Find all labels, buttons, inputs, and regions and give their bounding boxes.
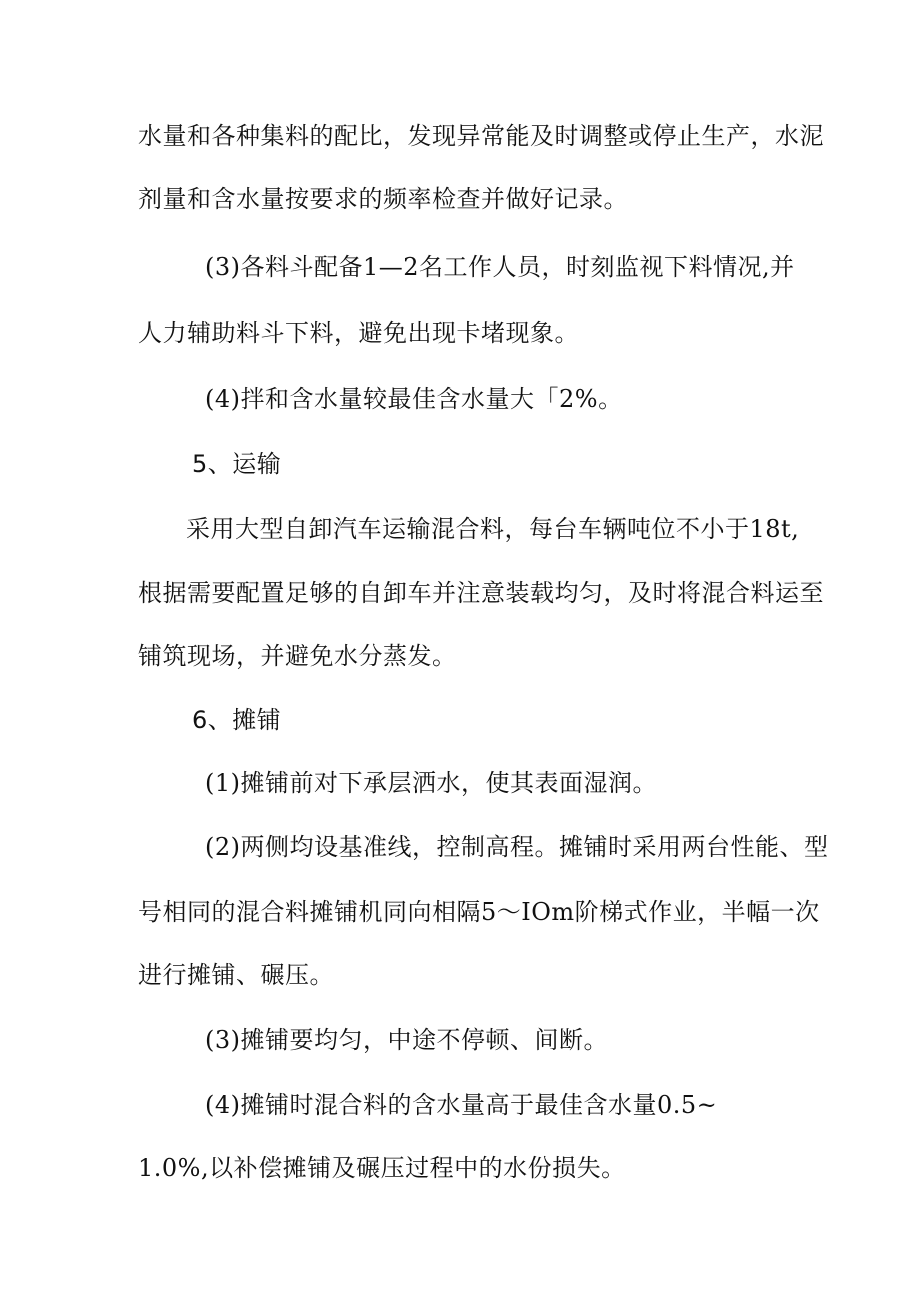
paragraph-line: (3)各料斗配备1—2名工作人员，时刻监视下料情况,并: [205, 253, 795, 281]
paragraph-line: 1.0%,以补偿摊铺及碾压过程中的水份损失。: [138, 1154, 626, 1182]
paragraph-line: (3)摊铺要均匀，中途不停顿、间断。: [205, 1026, 608, 1054]
paragraph-line: (1)摊铺前对下承层洒水，使其表面湿润。: [205, 769, 657, 797]
paragraph-line: 号相同的混合料摊铺机同向相隔5～IOm阶梯式作业，半幅一次: [138, 898, 820, 926]
paragraph-line: 铺筑现场，并避免水分蒸发。: [138, 642, 457, 670]
paragraph-line: 根据需要配置足够的自卸车并注意装载均匀，及时将混合料运至: [138, 579, 824, 607]
paragraph-line: 水量和各种集料的配比，发现异常能及时调整或停止生产，水泥: [138, 122, 824, 150]
paragraph-line: (4)拌和含水量较最佳含水量大「2%。: [205, 385, 623, 413]
paragraph-line: (2)两侧均设基准线，控制高程。摊铺时采用两台性能、型: [205, 833, 829, 861]
paragraph-line: 采用大型自卸汽车运输混合料，每台车辆吨位不小于18t,: [186, 515, 800, 543]
paragraph-line: (4)摊铺时混合料的含水量高于最佳含水量0.5~: [205, 1091, 718, 1119]
section-heading: 5、运输: [192, 450, 282, 478]
section-heading: 6、摊铺: [192, 706, 282, 734]
paragraph-line: 剂量和含水量按要求的频率检查并做好记录。: [138, 185, 628, 213]
paragraph-line: 人力辅助料斗下料，避免出现卡堵现象。: [138, 319, 579, 347]
paragraph-line: 进行摊铺、碾压。: [138, 961, 334, 989]
